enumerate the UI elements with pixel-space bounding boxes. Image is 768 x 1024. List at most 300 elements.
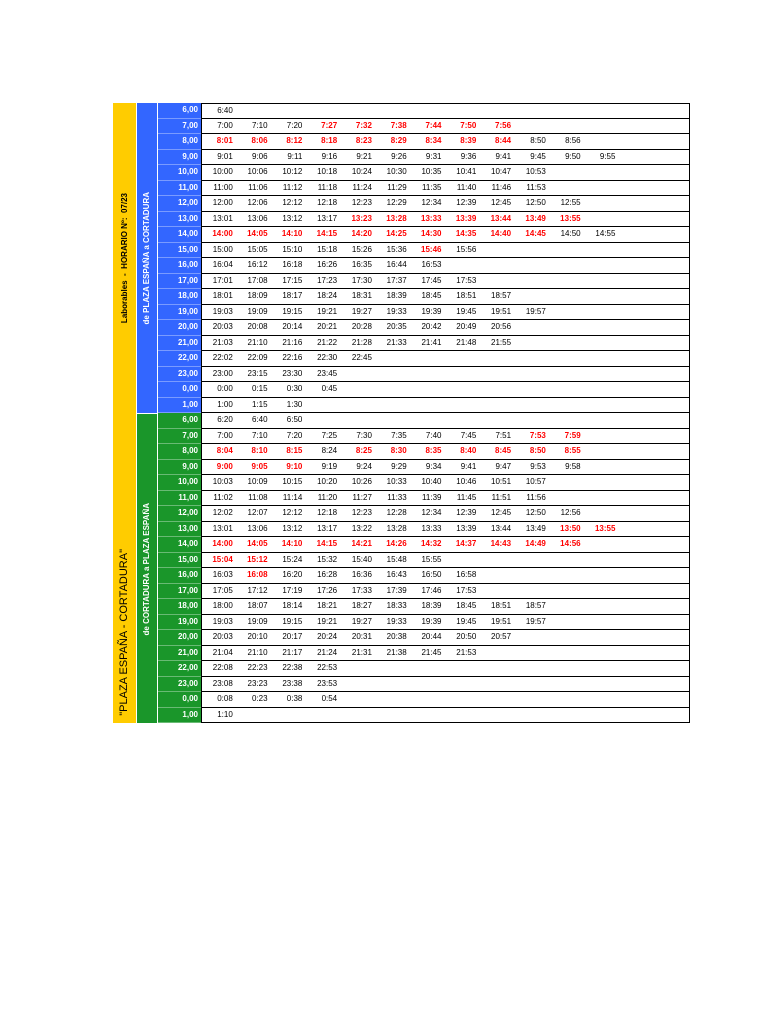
departure-time: 13:49 xyxy=(525,523,546,533)
departure-time: 17:19 xyxy=(282,585,303,595)
departure-time: 11:45 xyxy=(456,492,477,502)
departure-time: 21:53 xyxy=(456,647,477,657)
timetable-row xyxy=(158,227,690,243)
departure-time-highlighted: 8:06 xyxy=(251,136,268,145)
departure-time: 19:09 xyxy=(247,616,268,626)
departure-time: 16:44 xyxy=(386,260,407,269)
departure-time: 6:50 xyxy=(286,415,303,424)
timetable-row xyxy=(158,367,690,383)
hour-label: 17,00 xyxy=(158,584,201,600)
timetable-row xyxy=(158,258,690,274)
departure-time: 19:21 xyxy=(317,616,338,626)
timetable-row xyxy=(158,444,690,460)
timetable-sheet xyxy=(113,103,690,723)
departure-times xyxy=(201,274,690,290)
departure-time-highlighted: 7:27 xyxy=(321,120,338,130)
departure-time: 7:00 xyxy=(217,120,233,130)
departure-time: 6:40 xyxy=(217,106,233,115)
departure-time-highlighted: 8:29 xyxy=(390,136,407,145)
departure-time: 11:27 xyxy=(352,492,372,502)
departure-time: 20:14 xyxy=(282,322,303,331)
departure-time-highlighted: 13:28 xyxy=(386,213,407,223)
hour-label: 22,00 xyxy=(158,661,201,677)
hour-label: 11,00 xyxy=(158,181,201,197)
departure-time: 17:45 xyxy=(421,275,442,285)
departure-time: 10:15 xyxy=(282,477,303,486)
departure-time: 15:24 xyxy=(282,554,303,564)
timetable-row xyxy=(158,646,690,662)
departure-time-highlighted: 14:25 xyxy=(386,229,407,238)
departure-time: 8:24 xyxy=(321,446,338,455)
hour-label: 12,00 xyxy=(158,196,201,212)
departure-time: 0:54 xyxy=(321,694,338,703)
departure-time: 18:33 xyxy=(386,601,407,610)
departure-time: 9:55 xyxy=(599,151,616,161)
departure-time: 18:45 xyxy=(456,601,477,610)
timetable-rows xyxy=(158,413,690,723)
departure-time: 20:03 xyxy=(212,632,233,641)
timetable-row xyxy=(158,553,690,569)
departure-time: 9:24 xyxy=(356,461,372,471)
departure-time-highlighted: 14:49 xyxy=(525,539,546,548)
departure-times xyxy=(201,506,690,522)
departure-time: 0:45 xyxy=(321,384,338,393)
departure-time: 13:06 xyxy=(247,213,268,223)
departure-time: 13:28 xyxy=(386,523,407,533)
departure-time: 15:36 xyxy=(386,244,407,254)
departure-time: 19:45 xyxy=(456,306,477,316)
departure-time: 12:23 xyxy=(351,508,372,517)
departure-time-highlighted: 13:23 xyxy=(351,213,372,223)
hour-label: 20,00 xyxy=(158,320,201,336)
departure-time-highlighted: 14:15 xyxy=(316,229,338,238)
departure-time: 19:51 xyxy=(491,306,512,316)
departure-time: 18:51 xyxy=(456,291,477,300)
departure-time: 21:10 xyxy=(247,337,268,347)
departure-times xyxy=(201,553,690,569)
hour-label: 1,00 xyxy=(158,398,201,414)
departure-time: 10:46 xyxy=(456,477,477,486)
hour-label: 13,00 xyxy=(158,522,201,538)
departure-times xyxy=(201,165,690,181)
departure-time: 7:35 xyxy=(391,430,407,440)
departure-time: 15:32 xyxy=(317,554,338,564)
departure-time: 16:20 xyxy=(282,570,303,579)
departure-time: 11:24 xyxy=(352,182,372,192)
departure-time: 9:53 xyxy=(530,461,546,471)
schedule-label-wrap xyxy=(113,103,136,413)
departure-times xyxy=(201,460,690,476)
departure-time: 9:11 xyxy=(287,151,303,161)
departure-time: 17:26 xyxy=(317,585,338,595)
departure-time: 21:28 xyxy=(351,337,372,347)
departure-time: 12:06 xyxy=(247,198,268,207)
departure-time: 11:20 xyxy=(317,492,338,502)
departure-time: 19:33 xyxy=(386,616,407,626)
departure-times xyxy=(201,584,690,600)
departure-time: 12:34 xyxy=(421,508,442,517)
departure-time: 18:57 xyxy=(525,601,546,610)
departure-time: 12:45 xyxy=(491,508,512,517)
departure-time: 20:57 xyxy=(491,632,512,641)
departure-time-highlighted: 14:00 xyxy=(212,229,233,238)
departure-time: 9:19 xyxy=(321,461,338,471)
departure-time: 11:53 xyxy=(526,182,546,192)
departure-time: 13:17 xyxy=(317,523,338,533)
departure-time: 19:45 xyxy=(456,616,477,626)
timetable-row xyxy=(158,134,690,150)
departure-time: 21:41 xyxy=(421,337,442,347)
timetable-row xyxy=(158,584,690,600)
departure-time: 10:12 xyxy=(282,167,303,176)
departure-time: 9:29 xyxy=(391,461,407,471)
departure-times xyxy=(201,708,690,724)
departure-time-highlighted: 7:32 xyxy=(355,120,372,130)
departure-times xyxy=(201,599,690,615)
schedule-label: Laborables - HORARIO Nº: 07/23 xyxy=(119,192,129,324)
departure-time: 11:40 xyxy=(456,182,477,192)
departure-time: 17:46 xyxy=(421,585,442,595)
departure-time: 15:00 xyxy=(212,244,233,254)
departure-times xyxy=(201,522,690,538)
departure-time: 15:56 xyxy=(456,244,477,254)
departure-time: 12:12 xyxy=(282,508,303,517)
departure-time: 16:04 xyxy=(212,260,233,269)
departure-time-highlighted: 15:46 xyxy=(421,244,442,254)
departure-time-highlighted: 7:38 xyxy=(390,120,407,130)
departure-time: 7:10 xyxy=(251,120,268,130)
departure-time: 20:38 xyxy=(386,632,407,641)
timetable-row xyxy=(158,165,690,181)
departure-time: 10:53 xyxy=(525,167,546,176)
departure-time: 11:12 xyxy=(282,182,303,192)
hour-label: 18,00 xyxy=(158,289,201,305)
departure-times xyxy=(201,537,690,553)
departure-time-highlighted: 14:10 xyxy=(281,229,303,238)
departure-time: 20:49 xyxy=(456,322,477,331)
timetable-row xyxy=(158,708,690,724)
departure-time-highlighted: 8:50 xyxy=(529,446,546,455)
departure-time-highlighted: 8:15 xyxy=(286,446,303,455)
departure-time-highlighted: 8:40 xyxy=(460,446,477,455)
departure-time: 11:46 xyxy=(491,182,512,192)
departure-time: 12:50 xyxy=(525,198,546,207)
departure-times xyxy=(201,677,690,693)
departure-time-highlighted: 8:04 xyxy=(216,446,233,455)
section-inbound xyxy=(137,413,690,723)
hour-label: 9,00 xyxy=(158,460,201,476)
departure-time: 0:08 xyxy=(217,694,233,703)
departure-time: 21:45 xyxy=(421,647,442,657)
hour-label: 10,00 xyxy=(158,475,201,491)
departure-time: 0:30 xyxy=(286,384,303,393)
departure-time: 9:06 xyxy=(251,151,268,161)
departure-time: 11:33 xyxy=(387,492,407,502)
timetable-row xyxy=(158,150,690,166)
departure-time: 12:29 xyxy=(386,198,407,207)
hour-label: 15,00 xyxy=(158,243,201,259)
departure-times xyxy=(201,444,690,460)
departure-time: 20:56 xyxy=(491,322,512,331)
departure-time-highlighted: 14:05 xyxy=(247,229,268,238)
direction-label-wrap xyxy=(137,414,157,724)
hour-label: 17,00 xyxy=(158,274,201,290)
departure-time: 10:00 xyxy=(212,167,233,176)
departure-time: 8:56 xyxy=(565,136,581,145)
departure-time: 10:03 xyxy=(212,477,233,486)
departure-time-highlighted: 14:21 xyxy=(351,539,372,548)
departure-time: 10:09 xyxy=(247,477,268,486)
departure-time: 11:39 xyxy=(422,492,442,502)
departure-time: 18:45 xyxy=(421,291,442,300)
departure-time-highlighted: 8:35 xyxy=(425,446,442,455)
departure-time-highlighted: 13:55 xyxy=(560,213,581,223)
departure-time: 1:15 xyxy=(251,399,268,409)
departure-time: 12:56 xyxy=(560,508,581,517)
hour-label: 0,00 xyxy=(158,692,201,708)
timetable-row xyxy=(158,398,690,414)
departure-time: 13:01 xyxy=(212,523,233,533)
hour-label: 19,00 xyxy=(158,615,201,631)
departure-times xyxy=(201,646,690,662)
departure-time: 10:24 xyxy=(351,167,372,176)
departure-time: 16:18 xyxy=(282,260,303,269)
departure-times xyxy=(201,413,690,429)
departure-time: 7:25 xyxy=(321,430,338,440)
departure-time: 23:23 xyxy=(247,678,268,688)
departure-time: 9:47 xyxy=(495,461,512,471)
departure-time: 9:01 xyxy=(217,151,233,161)
departure-time: 11:51 xyxy=(491,492,512,502)
departure-time: 8:50 xyxy=(530,136,546,145)
departure-time: 15:05 xyxy=(247,244,268,254)
departure-time: 12:12 xyxy=(282,198,303,207)
timetable-row xyxy=(158,289,690,305)
departure-times xyxy=(201,258,690,274)
departure-time: 23:00 xyxy=(212,368,233,378)
departure-time: 12:02 xyxy=(212,508,233,517)
hour-label: 9,00 xyxy=(158,150,201,166)
departure-time: 18:51 xyxy=(491,601,512,610)
departure-time: 11:18 xyxy=(317,182,338,192)
departure-time: 19:03 xyxy=(212,306,233,316)
departure-time: 17:15 xyxy=(282,275,303,285)
departure-time-highlighted: 13:49 xyxy=(525,213,546,223)
departure-time-highlighted: 14:00 xyxy=(212,539,233,548)
departure-time: 19:15 xyxy=(282,616,303,626)
hour-label: 1,00 xyxy=(158,708,201,724)
departure-time: 21:33 xyxy=(386,337,407,347)
departure-time: 13:01 xyxy=(212,213,233,223)
hour-label: 12,00 xyxy=(158,506,201,522)
departure-time: 17:01 xyxy=(212,275,233,285)
departure-time: 9:26 xyxy=(391,151,407,161)
departure-time: 7:00 xyxy=(217,430,233,440)
departure-time: 10:47 xyxy=(491,167,512,176)
departure-time: 18:14 xyxy=(282,601,303,610)
departure-time: 12:45 xyxy=(491,198,512,207)
departure-time: 9:36 xyxy=(460,151,477,161)
hour-label: 7,00 xyxy=(158,119,201,135)
departure-time-highlighted: 7:53 xyxy=(529,430,546,440)
departure-time-highlighted: 8:30 xyxy=(390,446,407,455)
departure-time: 19:57 xyxy=(525,616,546,626)
departure-time-highlighted: 7:56 xyxy=(495,120,512,130)
departure-time: 13:12 xyxy=(282,213,303,223)
timetable-row xyxy=(158,661,690,677)
departure-time: 20:31 xyxy=(351,632,372,641)
departure-time: 10:06 xyxy=(247,167,268,176)
timetable-rows xyxy=(158,103,690,413)
timetable-row xyxy=(158,491,690,507)
departure-time: 20:24 xyxy=(317,632,338,641)
departure-time: 18:01 xyxy=(212,291,233,300)
timetable-row xyxy=(158,692,690,708)
departure-time: 23:08 xyxy=(212,678,233,688)
departure-time: 21:22 xyxy=(317,337,338,347)
departure-time-highlighted: 14:10 xyxy=(281,539,303,548)
departure-time: 16:43 xyxy=(386,570,407,579)
departure-time: 17:12 xyxy=(247,585,268,595)
departure-time: 1:00 xyxy=(217,399,233,409)
departure-time: 23:15 xyxy=(247,368,268,378)
departure-time-highlighted: 8:10 xyxy=(251,446,268,455)
departure-time: 20:03 xyxy=(212,322,233,331)
departure-time: 18:31 xyxy=(351,291,372,300)
departure-time-highlighted: 7:59 xyxy=(564,430,581,440)
hour-label: 23,00 xyxy=(158,677,201,693)
departure-time: 21:04 xyxy=(212,647,233,657)
departure-time: 20:28 xyxy=(351,322,372,331)
departure-time: 23:30 xyxy=(282,368,303,378)
departure-time-highlighted: 13:50 xyxy=(560,523,581,533)
departure-times xyxy=(201,491,690,507)
departure-time: 10:41 xyxy=(456,167,477,176)
departure-time: 10:40 xyxy=(421,477,442,486)
schedule-info-column xyxy=(113,103,137,723)
departure-time-highlighted: 9:10 xyxy=(286,461,303,471)
departure-time-highlighted: 8:55 xyxy=(564,446,581,455)
departure-times xyxy=(201,320,690,336)
departure-time: 22:23 xyxy=(247,663,268,672)
departure-time: 12:28 xyxy=(386,508,407,517)
departure-time: 20:50 xyxy=(456,632,477,641)
departure-time: 0:15 xyxy=(251,384,268,393)
departure-time: 17:37 xyxy=(386,275,407,285)
departure-time-highlighted: 14:20 xyxy=(351,229,372,238)
departure-time: 12:07 xyxy=(247,508,268,517)
departure-time-highlighted: 8:18 xyxy=(321,136,338,145)
departure-times xyxy=(201,398,690,414)
departure-times xyxy=(201,367,690,383)
timetable-row xyxy=(158,677,690,693)
departure-time: 19:39 xyxy=(421,306,442,316)
departure-times xyxy=(201,305,690,321)
departure-time: 20:17 xyxy=(282,632,303,641)
departure-time: 13:22 xyxy=(351,523,372,533)
departure-time: 13:12 xyxy=(282,523,303,533)
departure-time: 18:24 xyxy=(317,291,338,300)
departure-time: 10:57 xyxy=(525,477,546,486)
departure-time: 7:45 xyxy=(460,430,477,440)
departure-times xyxy=(201,119,690,135)
departure-time: 23:53 xyxy=(317,678,338,688)
departure-time: 16:12 xyxy=(247,260,268,269)
departure-time-highlighted: 14:32 xyxy=(421,539,442,548)
departure-time: 10:30 xyxy=(386,167,407,176)
hour-label: 19,00 xyxy=(158,305,201,321)
hour-label: 6,00 xyxy=(158,103,201,119)
departure-time-highlighted: 9:05 xyxy=(251,461,268,471)
departure-time: 22:02 xyxy=(212,353,233,362)
departure-time: 10:18 xyxy=(317,167,338,176)
departure-time: 10:35 xyxy=(421,167,442,176)
departure-time: 15:40 xyxy=(351,554,372,564)
timetable-row xyxy=(158,274,690,290)
hour-label: 22,00 xyxy=(158,351,201,367)
timetable-row xyxy=(158,413,690,429)
departure-time: 1:10 xyxy=(217,709,233,719)
departure-time: 21:16 xyxy=(282,337,303,347)
departure-time-highlighted: 14:15 xyxy=(316,539,338,548)
departure-times xyxy=(201,630,690,646)
departure-time: 9:45 xyxy=(530,151,546,161)
direction-label: de CORTADURA a PLAZA ESPAÑA xyxy=(142,502,151,636)
departure-time: 20:08 xyxy=(247,322,268,331)
departure-time: 10:26 xyxy=(351,477,372,486)
departure-time: 12:18 xyxy=(317,508,338,517)
departure-time: 19:21 xyxy=(317,306,338,316)
departure-time-highlighted: 7:44 xyxy=(425,120,442,130)
departure-time: 17:33 xyxy=(351,585,372,595)
departure-time-highlighted: 13:55 xyxy=(594,523,616,533)
departure-time-highlighted: 14:56 xyxy=(560,539,581,548)
departure-time: 22:38 xyxy=(282,663,303,672)
hour-label: 0,00 xyxy=(158,382,201,398)
departure-time: 7:51 xyxy=(495,430,512,440)
departure-times xyxy=(201,615,690,631)
departure-time: 12:39 xyxy=(456,508,477,517)
departure-time: 21:31 xyxy=(351,647,372,657)
departure-time: 11:35 xyxy=(422,182,442,192)
departure-time: 15:55 xyxy=(421,554,442,564)
departure-times xyxy=(201,243,690,259)
direction-label: de PLAZA ESPAÑA a CORTADURA xyxy=(142,191,151,325)
departure-time: 22:30 xyxy=(317,353,338,362)
hour-label: 8,00 xyxy=(158,444,201,460)
departure-time: 14:50 xyxy=(560,229,581,238)
departure-times xyxy=(201,568,690,584)
departure-time: 17:08 xyxy=(247,275,268,285)
departure-time: 11:29 xyxy=(387,182,407,192)
departure-time-highlighted: 14:35 xyxy=(455,229,477,238)
timetable-row xyxy=(158,243,690,259)
departure-time: 21:24 xyxy=(317,647,338,657)
departure-time: 15:18 xyxy=(317,244,338,254)
departure-time: 9:50 xyxy=(565,151,581,161)
timetable-row xyxy=(158,537,690,553)
departure-time: 19:03 xyxy=(212,616,233,626)
departure-time: 11:08 xyxy=(248,492,268,502)
departure-time-highlighted: 14:45 xyxy=(525,229,546,238)
departure-time: 17:39 xyxy=(386,585,407,595)
direction-column xyxy=(137,103,158,413)
timetable-row xyxy=(158,103,690,119)
departure-time: 19:51 xyxy=(491,616,512,626)
departure-time: 7:20 xyxy=(286,120,303,130)
departure-time-highlighted: 8:45 xyxy=(495,446,512,455)
departure-time-highlighted: 8:25 xyxy=(355,446,372,455)
